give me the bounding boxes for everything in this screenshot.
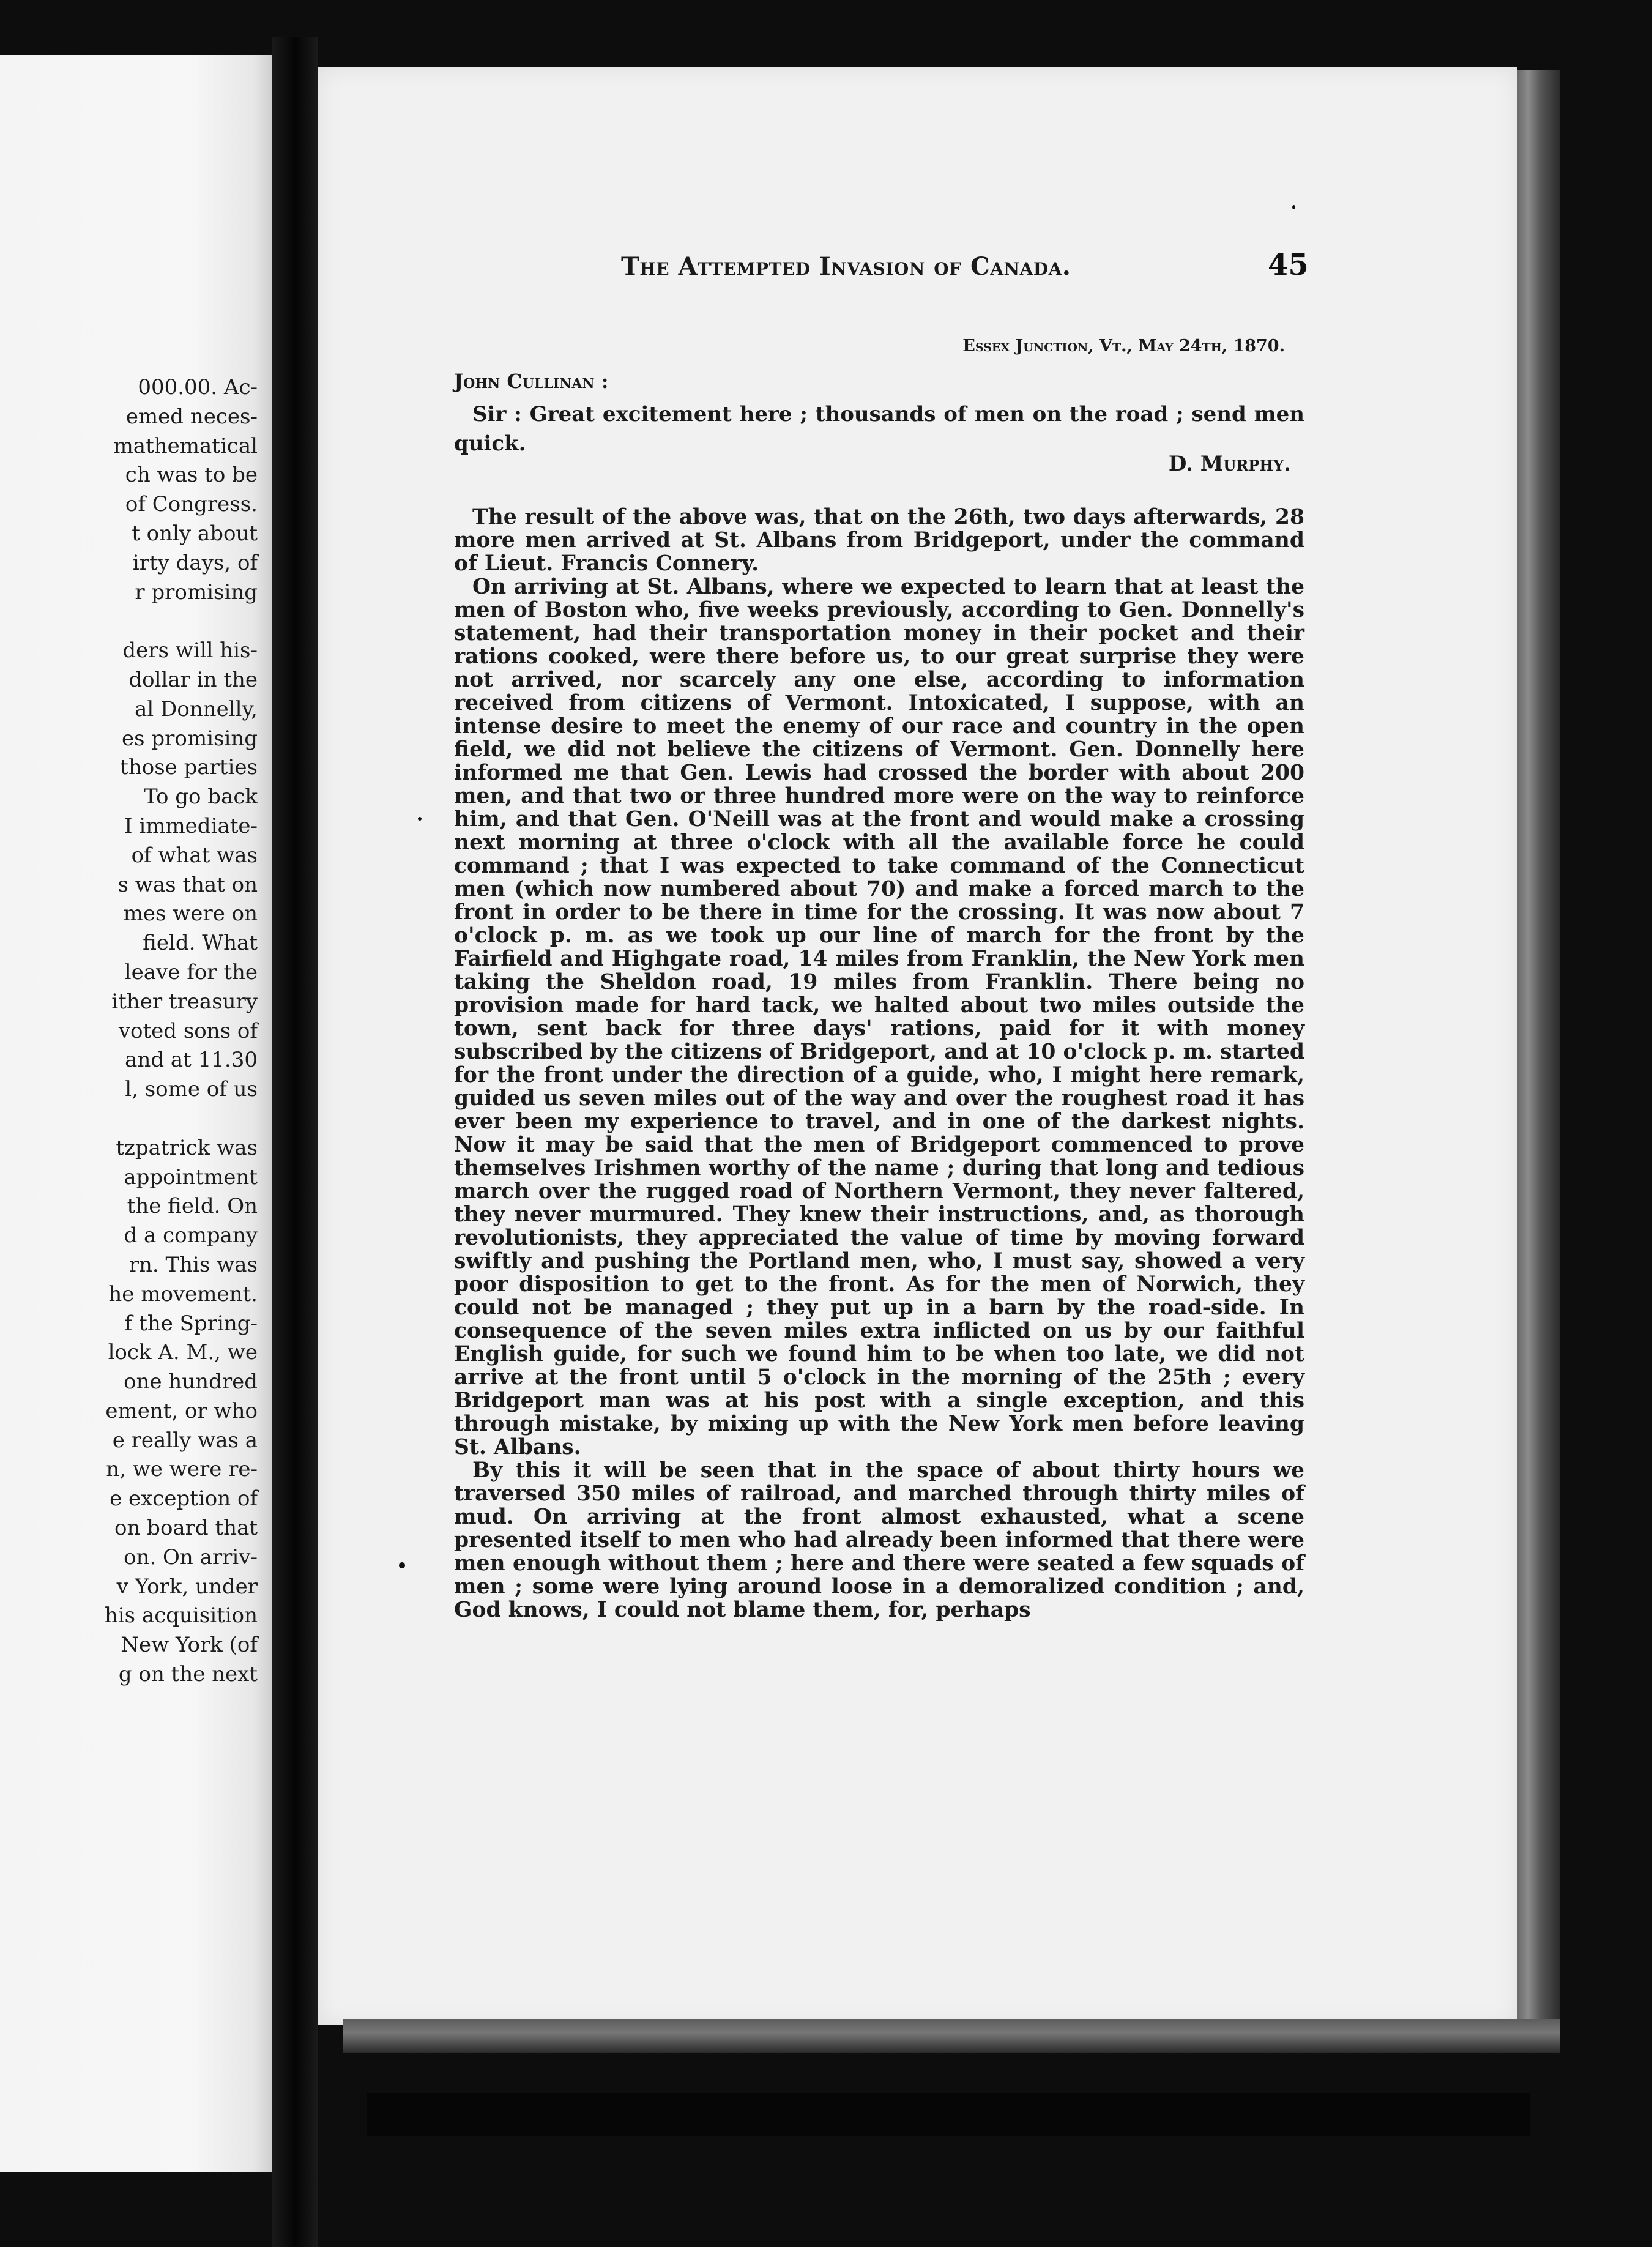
page-number: 45 xyxy=(1268,248,1309,282)
left-page-line: ement, or who xyxy=(105,1398,258,1423)
left-page-line: he movement. xyxy=(108,1281,258,1306)
left-page-line: on board that xyxy=(114,1516,258,1541)
left-page-line: 000.00. Ac- xyxy=(138,375,258,400)
left-page-line: tzpatrick was xyxy=(116,1135,258,1160)
left-page-line: r promising xyxy=(135,579,258,605)
book-gutter xyxy=(272,37,318,2247)
body-text xyxy=(454,505,1304,1622)
left-page-line: n, we were re- xyxy=(106,1457,258,1482)
left-page-line: v York, under xyxy=(116,1574,258,1599)
left-page-line: of what was xyxy=(131,843,258,868)
left-page-line xyxy=(105,607,272,636)
left-page-line: I immediate- xyxy=(124,813,258,838)
paragraph: The result of the above was, that on the 26th, two days afterwards, 28 more men arrived at St. Albans from Bridgeport, under the command of Lieut. Francis Connery. xyxy=(454,505,1304,576)
left-page-line: e really was a xyxy=(112,1428,258,1453)
left-page-line: and at 11.30 xyxy=(125,1048,258,1073)
left-page-line: lock A. M., we xyxy=(108,1340,258,1365)
left-page-line: ch was to be xyxy=(125,463,258,488)
left-page-line: d a company xyxy=(124,1223,258,1248)
left-page-line: mathematical xyxy=(113,433,258,458)
letter-signature: D. Murphy. xyxy=(1168,452,1291,476)
left-page-line: es promising xyxy=(122,726,258,751)
page-edge-stack xyxy=(1517,70,1560,2035)
left-page-line: one hundred xyxy=(124,1369,258,1395)
ink-speck xyxy=(399,1562,405,1568)
left-page-line: voted sons of xyxy=(118,1018,258,1043)
letter-body: Sir : Great excitement here ; thousands of men on the road ; send men quick. xyxy=(454,402,1304,456)
left-page-line: ders will his- xyxy=(122,638,258,663)
left-page-line: the field. On xyxy=(127,1194,258,1219)
left-page-line: al Donnelly, xyxy=(135,696,258,721)
left-page-line: f the Spring- xyxy=(124,1311,258,1336)
running-header: The Attempted Invasion of Canada. xyxy=(621,252,1071,281)
left-page-line: l, some of us xyxy=(125,1077,258,1102)
scanner-shadow xyxy=(367,2093,1530,2136)
left-page-line: dollar in the xyxy=(128,667,258,692)
left-page-line: ither treasury xyxy=(111,989,258,1014)
left-page-line: leave for the xyxy=(124,960,258,985)
left-page-line: g on the next xyxy=(118,1662,258,1687)
left-page-line xyxy=(105,1105,272,1134)
left-page-line: e exception of xyxy=(110,1486,258,1511)
left-page-line: those parties xyxy=(120,755,258,780)
paragraph: On arriving at St. Albans, where we expected to learn that at least the men of Boston who, five weeks previously, according to Gen. Donnelly's statement, had their transportation money in their pocket and their rations cooked, were there before us, to our great surprise they were not arrived, nor scarcely any one else, according to information received from citizens of Vermont. Intoxicated, I suppose, with an intense desire to meet the enemy of our race and country in the open field, we did not believe the citizens of Vermont. Gen. Donnelly here informed me that Gen. Lewis had crossed the border with about 200 men, and that two or three hundred more were on the way to reinforce him, and that Gen. O'Neill was at the front and would make a crossing next morning at three o'clock with all the available force he could command ; that I was expected to take command of the Connecticut men (which now numbered about 70) and make a forced march to the front in order to be there in time for the crossing. It was now about 7 o'clock p. m. as we took up our line of march for the front by the Fairfield and Highgate road, 14 miles from Franklin, the New York men taking the Sheldon road, 19 miles from Franklin. There being no provision made for hard tack, we halted about two miles outside the town, sent back for three days' rations, paid for it with money subscribed by the citizens of Bridgeport, and at 10 o'clock p. m. started for the front under the direction of a guide, who, I might here remark, guided us seven miles out of the way and over the roughest road it has ever been my experience to travel, and in one of the darkest nights. Now it may be said that the men of Bridgeport commenced to prove themselves Irishmen worthy of the name ; during that long and tedious march over the rugged road of Northern Vermont, they never faltered, they never murmured. They knew their instructions, and, as thorough revolutionists, they appreciated the value of time by moving forward swiftly and pushing the Portland men, who, I must say, showed a very poor disposition to get to the front. As for the men of Norwich, they could not be managed ; they put up in a barn by the road-side. In consequence of the seven miles extra inflicted on us by our faithful English guide, for such we found him to be when too late, we did not arrive at the front until 5 o'clock in the morning of the 25th ; every Bridgeport man was at his post with a single exception, and this through mistake, by mixing up with the New York men before leaving St. Albans. xyxy=(454,575,1304,1459)
ink-speck xyxy=(418,817,422,821)
ink-speck xyxy=(1292,205,1295,209)
left-page-line: field. What xyxy=(143,931,258,956)
left-page-line: mes were on xyxy=(123,901,258,926)
letter-salutation: John Cullinan : xyxy=(454,370,609,393)
letter-dateline: Essex Junction, Vt., May 24th, 1870. xyxy=(962,337,1285,356)
left-page-line: appointment xyxy=(124,1164,258,1190)
left-page-line: To go back xyxy=(143,784,258,810)
page-edge-bottom xyxy=(343,2019,1560,2053)
paragraph: By this it will be seen that in the space of about thirty hours we traversed 350 miles of railroad, and marched through thirty miles of mud. On arriving at the front almost exhausted, what a scene presented itself to men who had already been informed that there were men enough without them ; here and there were seated a few squads of men ; some were lying around loose in a demoralized condition ; and, God knows, I could not blame them, for, perhaps xyxy=(454,1458,1304,1622)
left-page-line: New York (of xyxy=(121,1633,258,1658)
left-page-line: his acquisition xyxy=(104,1603,258,1628)
left-facing-page xyxy=(0,55,272,2172)
left-page-line: emed neces- xyxy=(125,404,258,429)
left-page-text-column xyxy=(105,373,272,1690)
left-page-line: s was that on xyxy=(117,872,258,897)
left-page-line: of Congress. xyxy=(125,492,258,517)
left-page-line: on. On arriv- xyxy=(124,1545,258,1570)
left-page-line: t only about xyxy=(132,521,258,546)
left-page-line: rn. This was xyxy=(128,1252,258,1277)
left-page-line: irty days, of xyxy=(132,550,258,575)
